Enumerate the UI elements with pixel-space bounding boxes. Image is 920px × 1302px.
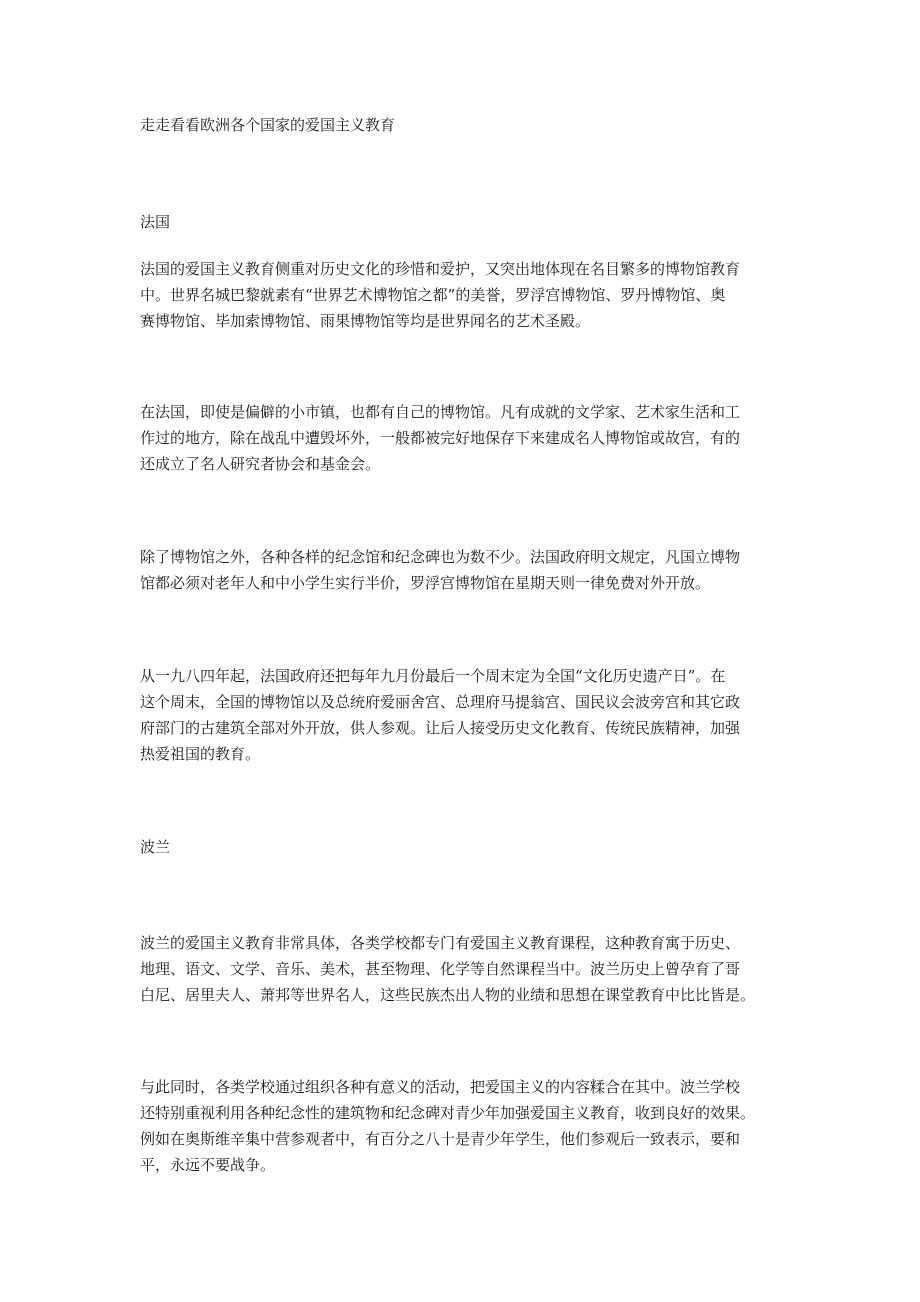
paragraph-line: 法国的爱国主义教育侧重对历史文化的珍惜和爱护，又突出地体现在名目繁多的博物馆教育: [140, 260, 741, 278]
paragraph-line: 赛博物馆、毕加索博物馆、雨果博物馆等均是世界闻名的艺术圣殿。: [140, 312, 591, 330]
document-title: [140, 112, 790, 138]
paragraph-line: 从一九八四年起，法国政府还把每年九月份最后一个周末定为全国“文化历史遗产日”。在: [140, 667, 726, 685]
paragraph-line: 府部门的古建筑全部对外开放，供人参观。让后人接受历史文化教育、传统民族精神，加强: [140, 719, 741, 737]
paragraph-line: 还特别重视利用各种纪念性的建筑物和纪念碑对青少年加强爱国主义教育，收到良好的效果。: [140, 1104, 756, 1122]
paragraph-line: 地理、语文、文学、音乐、美术，甚至物理、化学等自然课程当中。波兰历史上曾孕育了哥: [140, 960, 741, 978]
paragraph-line: 中。世界名城巴黎就素有“世界艺术博物馆之都”的美誉，罗浮宫博物馆、罗丹博物馆、奥: [140, 286, 726, 304]
paragraph-line: 除了博物馆之外，各种各样的纪念馆和纪念碑也为数不少。法国政府明文规定，凡国立博物: [140, 548, 741, 566]
paragraph: [140, 399, 790, 477]
paragraph-line: 白尼、居里夫人、萧邦等世界名人，这些民族杰出人物的业绩和思想在课堂教育中比比皆是。: [140, 986, 756, 1004]
paragraph-line: 还成立了名人研究者协会和基金会。: [140, 455, 381, 473]
paragraph-line: 平，永远不要战争。: [140, 1156, 276, 1174]
paragraph-line: 在法国，即使是偏僻的小市镇，也都有自己的博物馆。凡有成就的文学家、艺术家生活和工: [140, 403, 741, 421]
section-heading-france: [140, 209, 790, 235]
paragraph: [140, 256, 790, 334]
section-heading-text: 法国: [140, 213, 171, 231]
paragraph-line: 与此同时，各类学校通过组织各种有意义的活动，把爱国主义的内容糅合在其中。波兰学校: [140, 1078, 741, 1096]
paragraph-line: 例如在奥斯维辛集中营参观者中，有百分之八十是青少年学生，他们参观后一致表示，要和: [140, 1130, 741, 1148]
paragraph-line: 作过的地方，除在战乱中遭毁坏外，一般都被完好地保存下来建成名人博物馆或故宫，有的: [140, 429, 741, 447]
section-heading-poland: [140, 834, 790, 860]
paragraph: [140, 1074, 790, 1178]
title-text: 走走看看欧洲各个国家的爱国主义教育: [140, 116, 396, 134]
section-heading-text: 波兰: [140, 838, 171, 856]
paragraph-line: 热爱祖国的教育。: [140, 745, 261, 763]
paragraph: [140, 663, 790, 767]
paragraph: [140, 544, 790, 596]
paragraph-line: 馆都必须对老年人和中小学生实行半价，罗浮宫博物馆在星期天则一律免费对外开放。: [140, 574, 711, 592]
paragraph-line: 这个周末，全国的博物馆以及总统府爱丽舍宫、总理府马提翁宫、国民议会波旁宫和其它政: [140, 693, 741, 711]
paragraph-line: 波兰的爱国主义教育非常具体，各类学校都专门有爱国主义教育课程，这种教育寓于历史、: [140, 934, 741, 952]
paragraph: [140, 930, 790, 1008]
